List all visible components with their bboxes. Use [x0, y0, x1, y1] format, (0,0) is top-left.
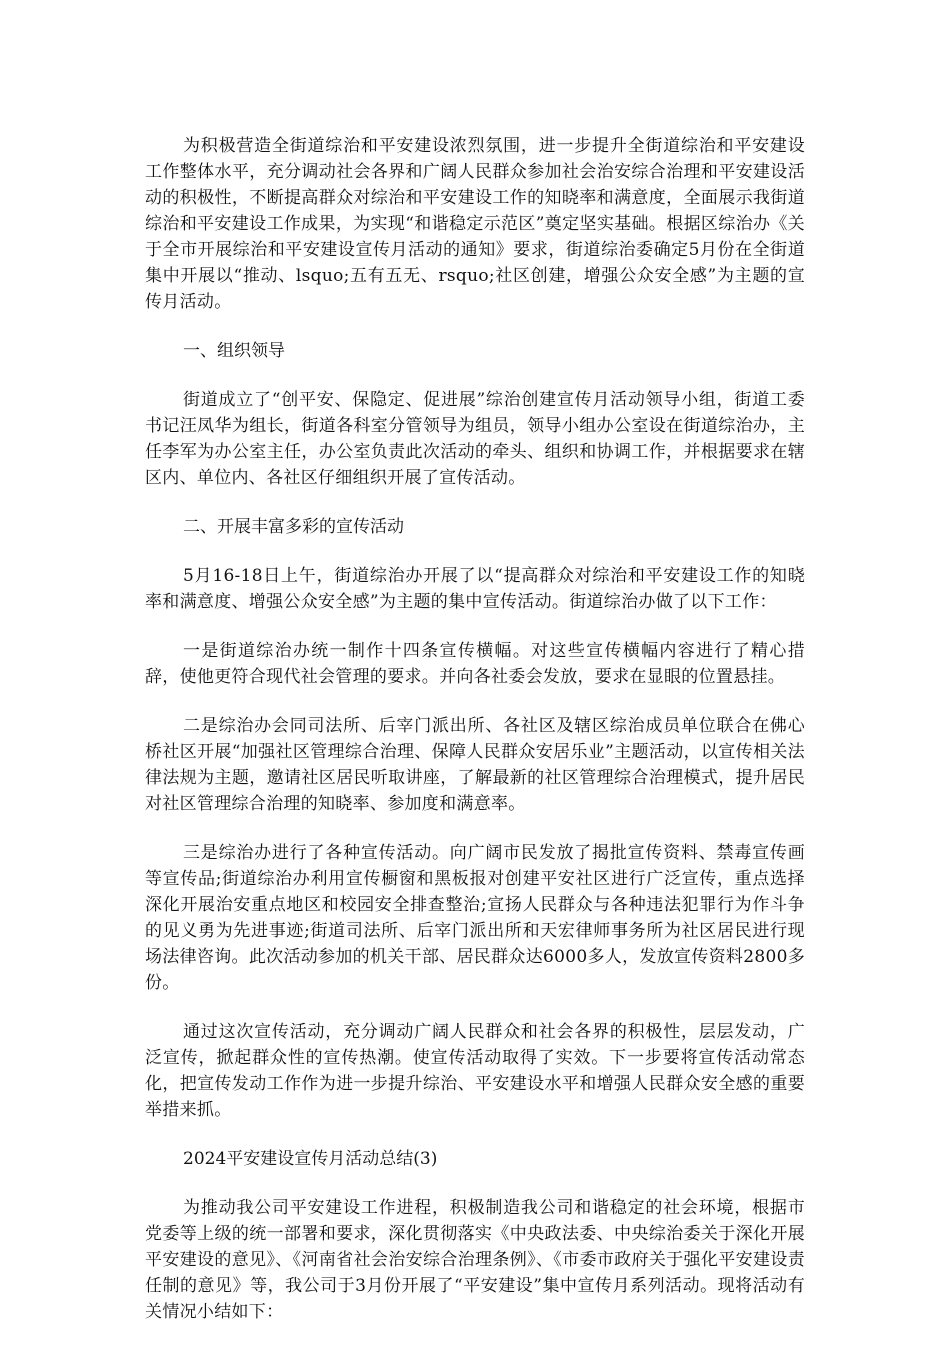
- company-intro-paragraph: 为推动我公司平安建设工作进程，积极制造我公司和谐稳定的社会环境，根据市党委等上级的统一部署和要求，深化贯彻落实《中央政法委、中央综治委关于深化开展平安建设的意见》、《河南省社会治安综合治理条例》、《市委市政府关于强化平安建设责任制的意见》等，我公司于3月份开展了“平安建设”集中宣传月系列活动。现将活动有关情况小结如下：: [145, 1198, 805, 1322]
- activity-item-three-paragraph: 三是综治办进行了各种宣传活动。向广阔市民发放了揭批宣传资料、禁毒宣传画等宣传品;街道综治办利用宣传橱窗和黑板报对创建平安社区进行广泛宣传，重点选择深化开展治安重点地区和校园安全排查整治;宣扬人民群众与各种违法犯罪行为作斗争的见义勇为先进事迹;街道司法所、后宰门派出所和天宏律师事务所为社区居民进行现场法律咨询。此次活动参加的机关干部、居民群众达6000多人，发放宣传资料2800多份。: [145, 843, 805, 993]
- activity-item-one-paragraph: 一是街道综治办统一制作十四条宣传横幅。对这些宣传横幅内容进行了精心措辞，使他更符合现代社会管理的要求。并向各社委会发放，要求在显眼的位置悬挂。: [145, 641, 805, 687]
- activity-item-two-paragraph: 二是综治办会同司法所、后宰门派出所、各社区及辖区综治成员单位联合在佛心桥社区开展“加强社区管理综合治理、保障人民群众安居乐业”主题活动，以宣传相关法律法规为主题，邀请社区居民听取讲座，了解最新的社区管理综合治理模式，提升居民对社区管理综合治理的知晓率、参加度和满意率。: [145, 716, 805, 814]
- summary-paragraph: 通过这次宣传活动，充分调动广阔人民群众和社会各界的积极性，层层发动，广泛宣传，掀起群众性的宣传热潮。使宣传活动取得了实效。下一步要将宣传活动常态化，把宣传发动工作作为进一步提升综治、平安建设水平和增强人民群众安全感的重要举措来抓。: [145, 1022, 805, 1120]
- section-heading-organization: 一、组织领导: [183, 341, 285, 361]
- document-subtitle: 2024平安建设宣传月活动总结(3): [183, 1149, 438, 1169]
- section-heading-activities: 二、开展丰富多彩的宣传活动: [183, 517, 404, 537]
- activities-intro-paragraph: 5月16-18日上午，街道综治办开展了以“提高群众对综治和平安建设工作的知晓率和满意度、增强公众安全感”为主题的集中宣传活动。街道综治办做了以下工作：: [145, 566, 805, 612]
- document-page: [145, 133, 805, 1348]
- organization-paragraph: 街道成立了“创平安、保隐定、促进展”综治创建宣传月活动领导小组，街道工委书记汪凤华为组长，街道各科室分管领导为组员，领导小组办公室设在街道综治办，主任李军为办公室主任，办公室负责此次活动的牵头、组织和协调工作，并根据要求在辖区内、单位内、各社区仔细组织开展了宣传活动。: [145, 390, 805, 488]
- intro-paragraph: 为积极营造全街道综治和平安建设浓烈氛围，进一步提升全街道综治和平安建设工作整体水平，充分调动社会各界和广阔人民群众参加社会治安综合治理和平安建设活动的积极性，不断提高群众对综治和平安建设工作的知晓率和满意度，全面展示我街道综治和平安建设工作成果，为实现“和谐稳定示范区”奠定坚实基础。根据区综治办《关于全市开展综治和平安建设宣传月活动的通知》要求，街道综治委确定5月份在全街道集中开展以“推动、lsquo;五有五无、rsquo;社区创建，增强公众安全感”为主题的宣传月活动。: [145, 136, 805, 312]
